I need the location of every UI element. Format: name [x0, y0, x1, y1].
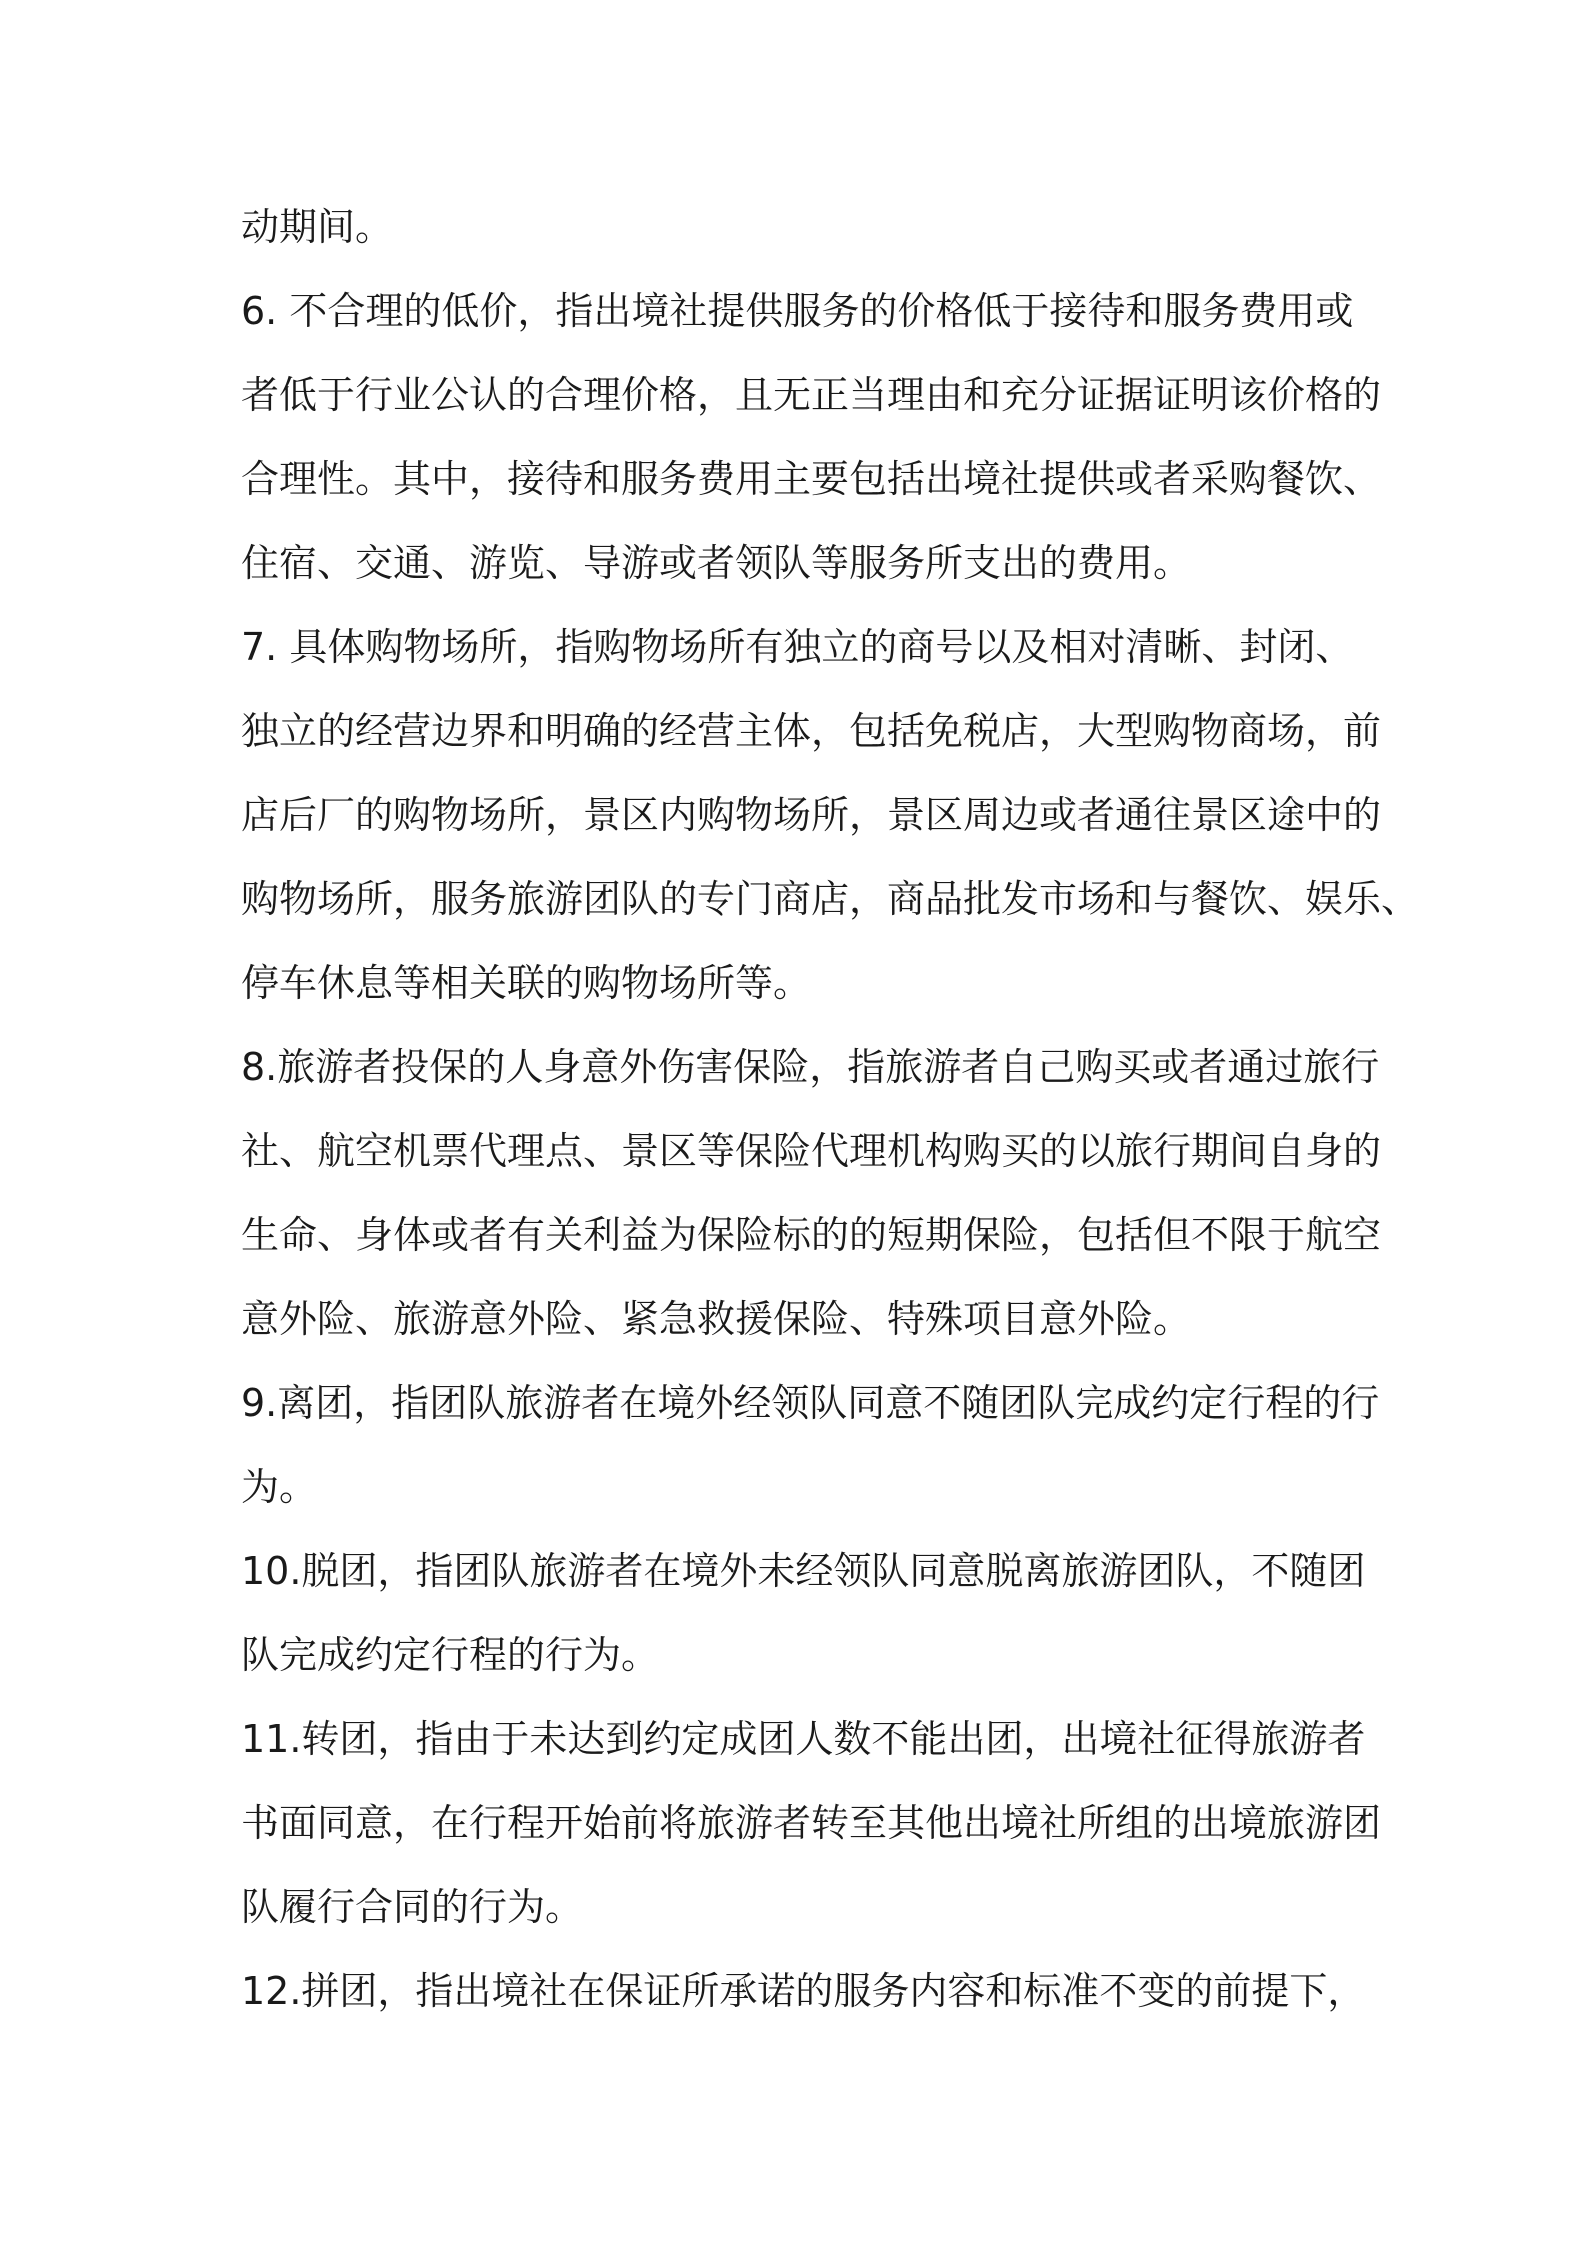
text-line: 书面同意，在行程开始前将旅游者转至其他出境社所组的出境旅游团	[241, 1801, 1382, 1845]
text-line: 11.转团，指由于未达到约定成团人数不能出团，出境社征得旅游者	[241, 1717, 1366, 1761]
text-line: 社、航空机票代理点、景区等保险代理机构购买的以旅行期间自身的	[241, 1129, 1382, 1173]
text-line: 住宿、交通、游览、导游或者领队等服务所支出的费用。	[241, 541, 1192, 585]
text-line: 7. 具体购物场所，指购物场所有独立的商号以及相对清晰、封闭、	[241, 625, 1354, 669]
text-line: 生命、身体或者有关利益为保险标的的短期保险，包括但不限于航空	[241, 1213, 1382, 1257]
text-line: 12.拼团，指出境社在保证所承诺的服务内容和标准不变的前提下，	[241, 1969, 1366, 2013]
text-line: 10.脱团，指团队旅游者在境外未经领队同意脱离旅游团队，不随团	[241, 1549, 1366, 1593]
text-line: 8.旅游者投保的人身意外伤害保险，指旅游者自己购买或者通过旅行	[241, 1045, 1380, 1089]
text-line: 队履行合同的行为。	[241, 1885, 584, 1929]
text-line: 店后厂的购物场所，景区内购物场所，景区周边或者通往景区途中的	[241, 793, 1382, 837]
text-line: 者低于行业公认的合理价格，且无正当理由和充分证据证明该价格的	[241, 373, 1382, 417]
text-line: 队完成约定行程的行为。	[241, 1633, 660, 1677]
text-line: 动期间。	[241, 205, 394, 249]
text-line: 9.离团，指团队旅游者在境外经领队同意不随团队完成约定行程的行	[241, 1381, 1380, 1425]
text-line: 独立的经营边界和明确的经营主体，包括免税店，大型购物商场，前	[241, 709, 1382, 753]
text-line: 6. 不合理的低价，指出境社提供服务的价格低于接待和服务费用或	[241, 289, 1354, 333]
text-line: 意外险、旅游意外险、紧急救援保险、特殊项目意外险。	[241, 1297, 1192, 1341]
text-line: 合理性。其中，接待和服务费用主要包括出境社提供或者采购餐饮、	[241, 457, 1382, 501]
text-line: 停车休息等相关联的购物场所等。	[241, 961, 812, 1005]
document-body	[241, 185, 1420, 2033]
text-line: 购物场所，服务旅游团队的专门商店，商品批发市场和与餐饮、娱乐、	[241, 877, 1420, 921]
text-line: 为。	[241, 1465, 318, 1509]
